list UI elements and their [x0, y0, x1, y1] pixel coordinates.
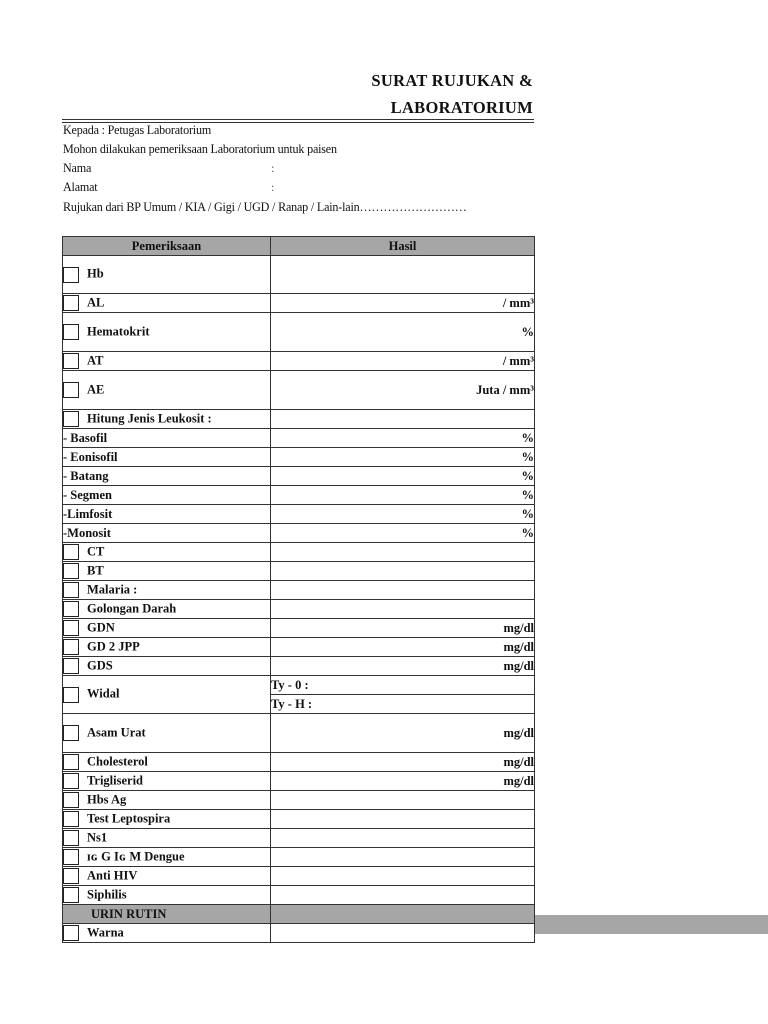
- mohon-text: Mohon dilakukan pemeriksaan Laboratorium untuk paisen: [63, 141, 337, 156]
- kepada-text: Kepada : Petugas Laboratorium: [63, 122, 212, 137]
- nama-colon: :: [271, 161, 275, 175]
- result-cell-limfosit[interactable]: %: [271, 505, 535, 524]
- table-row: [63, 657, 535, 676]
- table-row: [63, 714, 535, 753]
- checkbox-gdn[interactable]: [63, 620, 79, 636]
- result-cell-bt[interactable]: [271, 562, 535, 581]
- checkbox-leptospira[interactable]: [63, 811, 79, 827]
- test-name: GDS: [87, 658, 113, 673]
- result-cell-gds[interactable]: mg/dl: [271, 657, 535, 676]
- table-row: [63, 410, 535, 429]
- checkbox-anti-hiv[interactable]: [63, 868, 79, 884]
- table-row: [63, 294, 535, 313]
- result-cell-malaria[interactable]: [271, 581, 535, 600]
- checkbox-hematokrit[interactable]: [63, 324, 79, 340]
- checkbox-cholesterol[interactable]: [63, 754, 79, 770]
- result-cell-siphilis[interactable]: [271, 886, 535, 905]
- table-header-row: [63, 237, 535, 256]
- result-cell-al[interactable]: / mm³: [271, 294, 535, 313]
- table-row: [63, 562, 535, 581]
- test-name: Hbs Ag: [87, 792, 127, 807]
- section-header-urin: [63, 905, 535, 924]
- table-row: [63, 543, 535, 562]
- test-name: Asam Urat: [87, 725, 146, 740]
- table-row: [63, 600, 535, 619]
- test-name: - Batang: [63, 467, 271, 486]
- col-header-hasil: Hasil: [271, 237, 535, 256]
- form-title-line1: SURAT RUJUKAN &: [371, 71, 533, 90]
- table-row: [63, 848, 535, 867]
- table-row: [63, 448, 535, 467]
- checkbox-al[interactable]: [63, 295, 79, 311]
- test-name: ɪɢ G Iɢ M Dengue: [87, 849, 185, 864]
- table-row: [63, 772, 535, 791]
- test-name: - Eonisofil: [63, 448, 271, 467]
- form-title-line2: LABORATORIUM: [390, 98, 533, 117]
- test-name: GDN: [87, 620, 115, 635]
- table-row: [63, 486, 535, 505]
- table-row: [63, 619, 535, 638]
- title-divider-top: [62, 119, 534, 120]
- test-name: AL: [87, 295, 105, 310]
- col-header-pemeriksaan: Pemeriksaan: [63, 237, 271, 256]
- test-name: Malaria :: [87, 582, 138, 597]
- table-row: [63, 581, 535, 600]
- result-cell-hitung-jenis: [271, 410, 535, 429]
- checkbox-dengue[interactable]: [63, 849, 79, 865]
- result-cell-monosit[interactable]: %: [271, 524, 535, 543]
- result-cell-hbsag[interactable]: [271, 791, 535, 810]
- result-cell-gd2jpp[interactable]: mg/dl: [271, 638, 535, 657]
- result-cell-hematokrit[interactable]: %: [271, 313, 535, 352]
- table-row: [63, 429, 535, 448]
- alamat-colon: :: [271, 180, 275, 194]
- test-name: Hematokrit: [87, 324, 150, 339]
- checkbox-ae[interactable]: [63, 382, 79, 398]
- result-cell-ns1[interactable]: [271, 829, 535, 848]
- table-row: [63, 524, 535, 543]
- result-cell-ae[interactable]: Juta / mm³: [271, 371, 535, 410]
- table-row: [63, 886, 535, 905]
- result-cell-asam-urat[interactable]: mg/dl: [271, 714, 535, 753]
- urin-header-band: [534, 915, 768, 934]
- table-row: [63, 313, 535, 352]
- checkbox-trigliserid[interactable]: [63, 773, 79, 789]
- result-cell-cholesterol[interactable]: mg/dl: [271, 753, 535, 772]
- test-name: Anti HIV: [87, 868, 138, 883]
- checkbox-hitung-jenis[interactable]: [63, 411, 79, 427]
- result-cell-at[interactable]: / mm³: [271, 352, 535, 371]
- test-name: Cholesterol: [87, 754, 148, 769]
- result-cell-gdn[interactable]: mg/dl: [271, 619, 535, 638]
- test-name: CT: [87, 544, 105, 559]
- result-cell-warna[interactable]: [271, 924, 535, 943]
- result-cell-widal-ty-h[interactable]: Ty - H :: [271, 695, 535, 714]
- table-row: [63, 924, 535, 943]
- result-cell-leptospira[interactable]: [271, 810, 535, 829]
- result-cell-hb[interactable]: [271, 256, 535, 294]
- test-name: AT: [87, 353, 104, 368]
- test-name: Siphilis: [87, 887, 127, 902]
- test-name: Warna: [87, 925, 124, 940]
- table-row: [63, 810, 535, 829]
- table-row: [63, 352, 535, 371]
- table-row: [63, 829, 535, 848]
- checkbox-warna[interactable]: [63, 925, 79, 941]
- urin-header-cell: [271, 905, 535, 924]
- test-name: -Limfosit: [63, 505, 271, 524]
- checkbox-widal[interactable]: [63, 687, 79, 703]
- test-name: -Monosit: [63, 524, 271, 543]
- lab-table: [62, 236, 535, 943]
- result-cell-segmen[interactable]: %: [271, 486, 535, 505]
- test-name: - Segmen: [63, 486, 271, 505]
- rujukan-text: Rujukan dari BP Umum / KIA / Gigi / UGD / Ranap / Lain-lain………………………: [63, 199, 467, 214]
- table-row: [63, 256, 535, 294]
- table-row: [63, 791, 535, 810]
- checkbox-golongan-darah[interactable]: [63, 601, 79, 617]
- result-cell-widal-ty-o[interactable]: Ty - 0 :: [271, 676, 535, 695]
- test-name: Widal: [87, 687, 120, 702]
- alamat-label: Alamat: [63, 179, 98, 194]
- checkbox-siphilis[interactable]: [63, 887, 79, 903]
- test-name: Trigliserid: [87, 773, 144, 788]
- table-row: [63, 867, 535, 886]
- table-row: [63, 371, 535, 410]
- result-cell-eonisofil[interactable]: %: [271, 448, 535, 467]
- test-name: AE: [87, 382, 105, 397]
- checkbox-at[interactable]: [63, 353, 79, 369]
- checkbox-asam-urat[interactable]: [63, 725, 79, 741]
- checkbox-bt[interactable]: [63, 563, 79, 579]
- checkbox-gd2jpp[interactable]: [63, 639, 79, 655]
- checkbox-gds[interactable]: [63, 658, 79, 674]
- result-cell-anti-hiv[interactable]: [271, 867, 535, 886]
- table-row: [63, 753, 535, 772]
- checkbox-ns1[interactable]: [63, 830, 79, 846]
- table-row: [63, 676, 535, 695]
- test-name: Hitung Jenis Leukosit :: [87, 411, 212, 426]
- test-name: Test Leptospira: [87, 811, 171, 826]
- test-name: Hb: [87, 267, 104, 282]
- urin-rutin-label: URIN RUTIN: [63, 905, 271, 924]
- result-cell-basofil[interactable]: %: [271, 429, 535, 448]
- result-cell-golongan-darah[interactable]: [271, 600, 535, 619]
- nama-label: Nama: [63, 160, 92, 175]
- test-name: BT: [87, 563, 104, 578]
- checkbox-hbsag[interactable]: [63, 792, 79, 808]
- checkbox-ct[interactable]: [63, 544, 79, 560]
- table-row: [63, 505, 535, 524]
- table-row: [63, 638, 535, 657]
- result-cell-ct[interactable]: [271, 543, 535, 562]
- checkbox-malaria[interactable]: [63, 582, 79, 598]
- test-name: Golongan Darah: [87, 601, 177, 616]
- result-cell-dengue[interactable]: [271, 848, 535, 867]
- test-name: Ns1: [87, 830, 108, 845]
- test-name: - Basofil: [63, 429, 271, 448]
- result-cell-batang[interactable]: %: [271, 467, 535, 486]
- result-cell-trigliserid[interactable]: mg/dl: [271, 772, 535, 791]
- table-row: [63, 467, 535, 486]
- checkbox-hb[interactable]: [63, 267, 79, 283]
- test-name: GD 2 JPP: [87, 639, 140, 654]
